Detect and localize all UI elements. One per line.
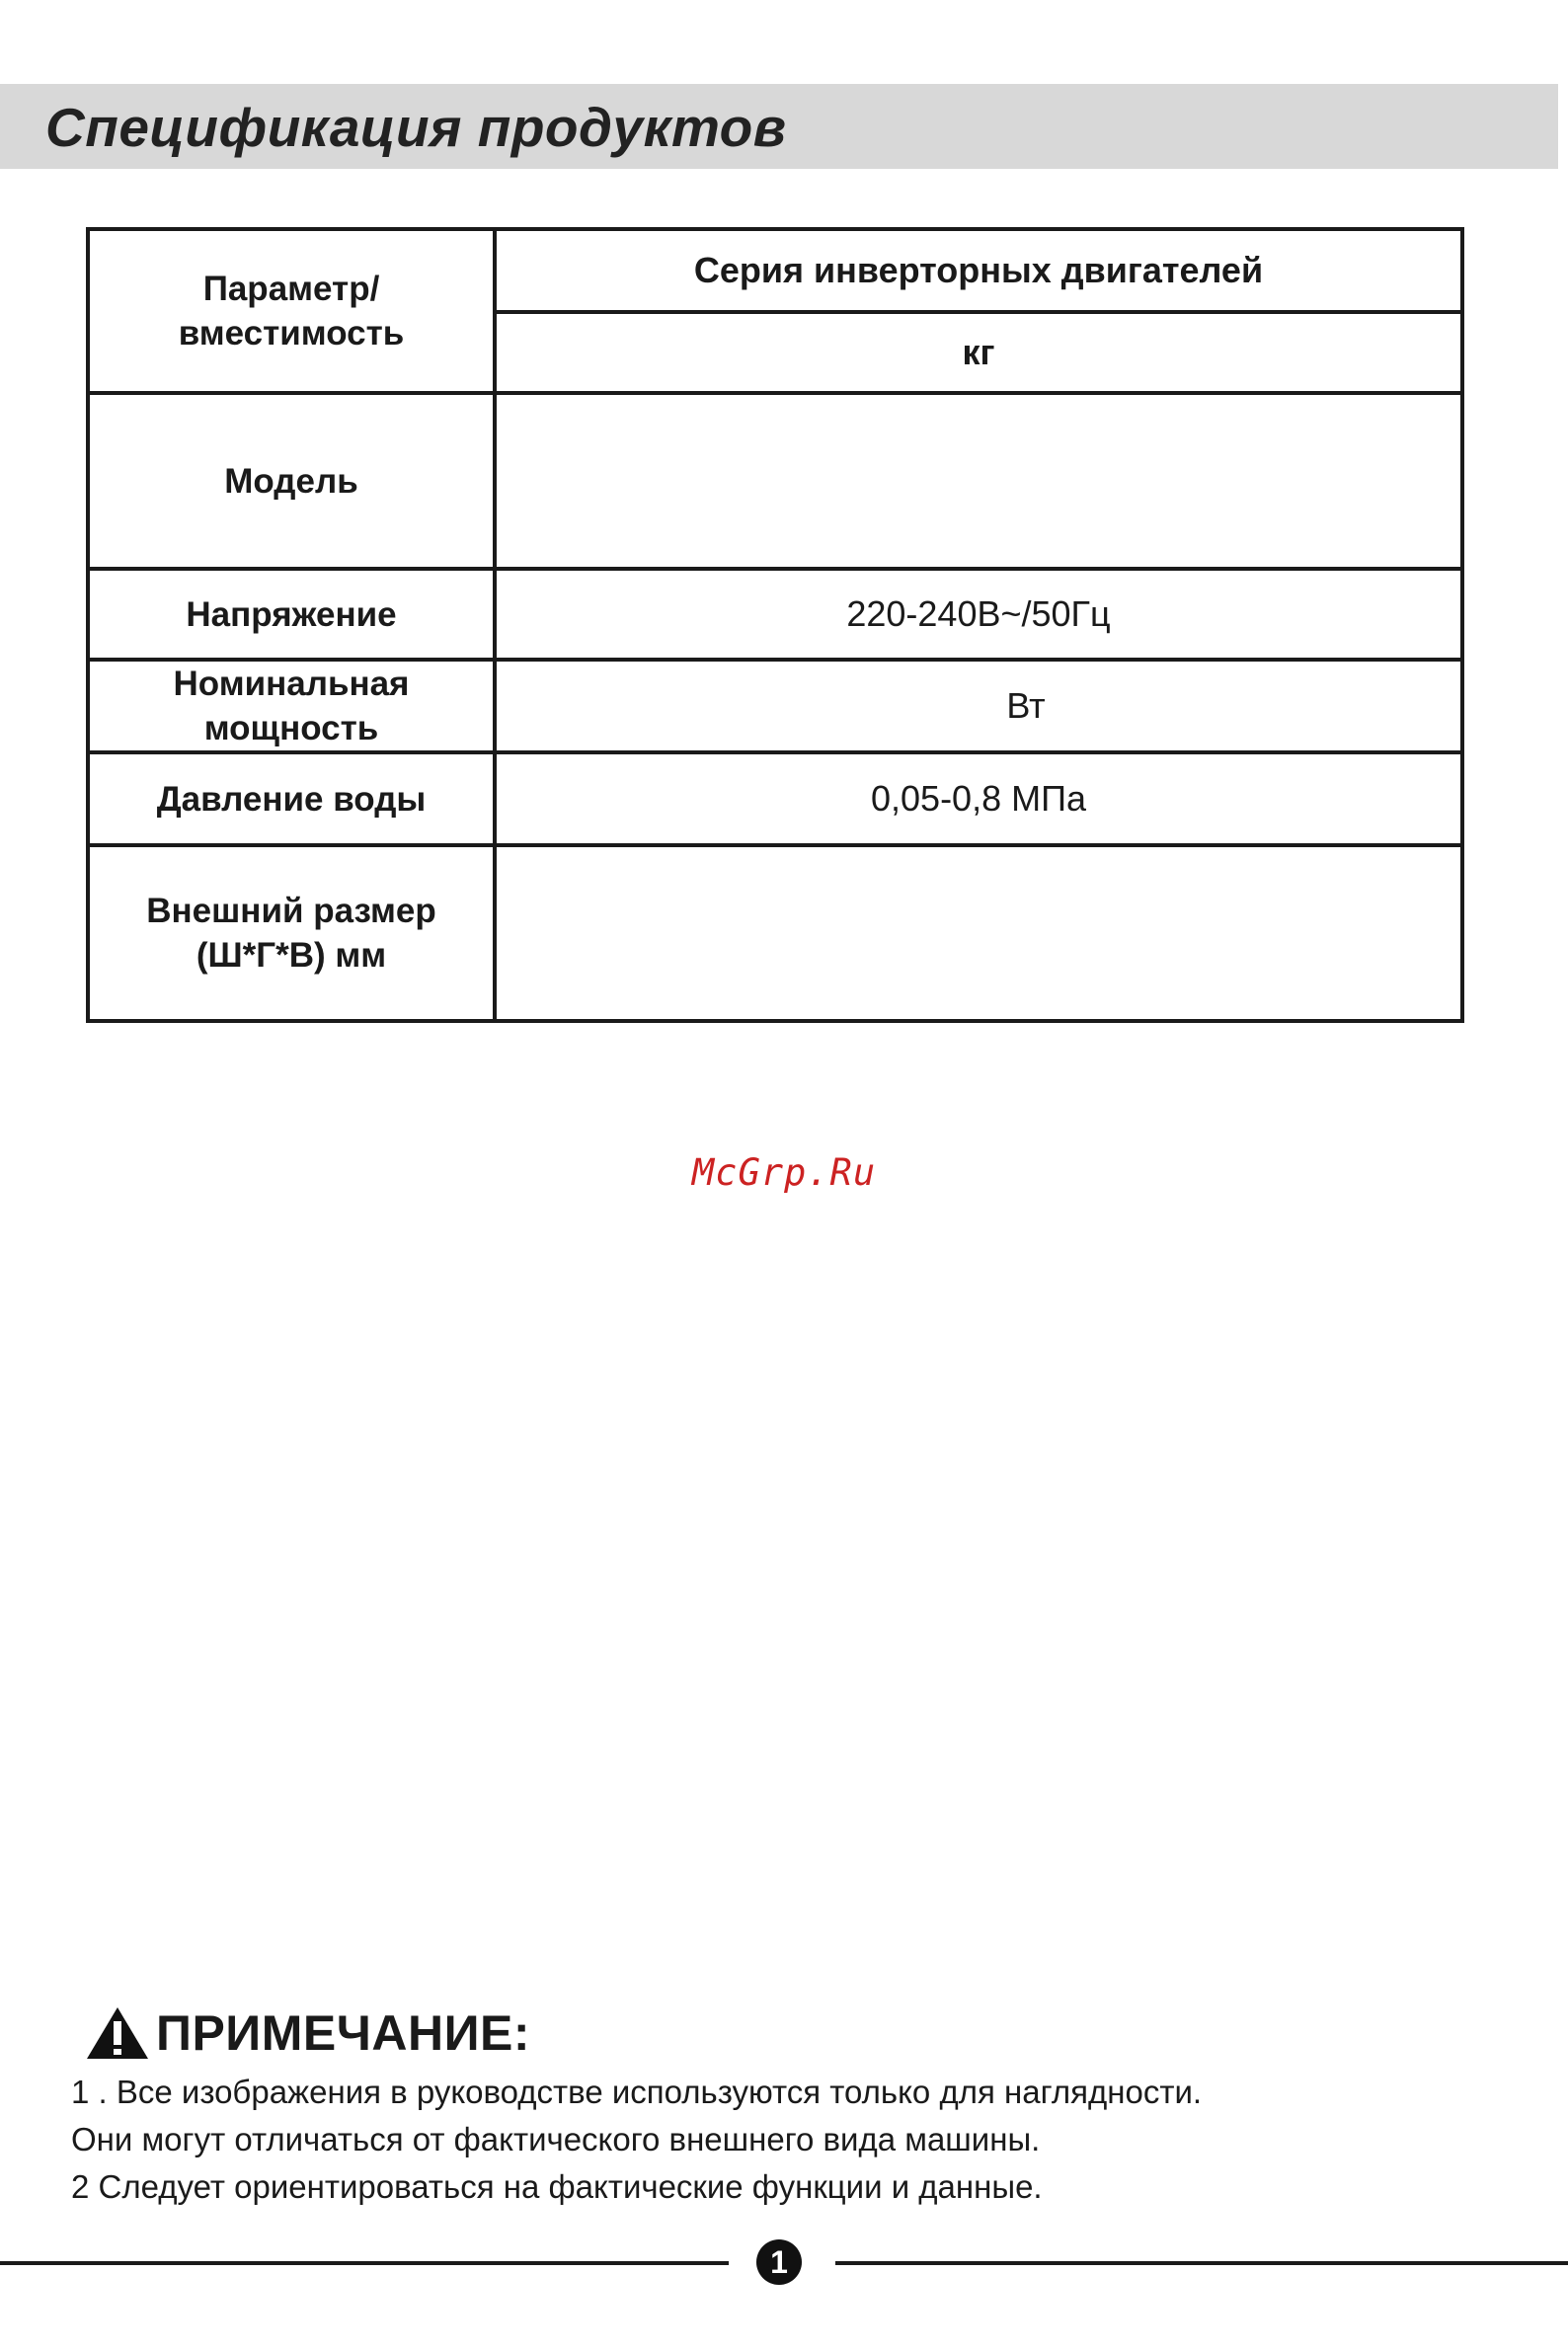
row-value bbox=[495, 660, 1462, 752]
row-value bbox=[495, 393, 1462, 569]
note-line: Они могут отличаться от фактического внешнего вида машины. bbox=[71, 2121, 1041, 2157]
watermark: McGrp.Ru bbox=[691, 1151, 877, 1194]
table-row bbox=[88, 845, 1462, 1021]
header-series-cell: Серия инверторных двигателей bbox=[495, 229, 1462, 312]
row-value: 220-240В~/50Гц bbox=[495, 569, 1462, 660]
header-unit-cell: кг bbox=[495, 312, 1462, 393]
row-label: Напряжение bbox=[88, 569, 495, 660]
note-line: 1 . Все изображения в руководстве используются только для наглядности. bbox=[71, 2074, 1203, 2110]
footer-divider-right bbox=[835, 2261, 1568, 2265]
row-label bbox=[88, 660, 495, 752]
note-header bbox=[85, 2004, 530, 2062]
table-row bbox=[88, 569, 1462, 660]
note-title: ПРИМЕЧАНИЕ: bbox=[156, 2005, 531, 2061]
header-param-cell bbox=[88, 229, 495, 393]
note-line: 2 Следует ориентироваться на фактические функции и данные. bbox=[71, 2168, 1043, 2205]
row-label: Давление воды bbox=[88, 752, 495, 845]
note-body bbox=[71, 2069, 1202, 2211]
spec-table bbox=[86, 227, 1464, 1023]
page-title: Спецификация продуктов bbox=[45, 97, 787, 158]
warning-triangle-icon bbox=[85, 2005, 150, 2061]
row-label-text: Внешний размер (Ш*Г*В) мм bbox=[146, 892, 436, 975]
table-header-row bbox=[88, 229, 1462, 312]
table-row bbox=[88, 660, 1462, 752]
row-value-text: Вт bbox=[1006, 685, 1046, 726]
row-value: 0,05-0,8 МПа bbox=[495, 752, 1462, 845]
table-row bbox=[88, 752, 1462, 845]
row-label-text: Номинальная мощность bbox=[173, 665, 410, 747]
row-value bbox=[495, 845, 1462, 1021]
page-number-badge: 1 bbox=[756, 2239, 802, 2285]
footer-divider-left bbox=[0, 2261, 729, 2265]
row-label bbox=[88, 845, 495, 1021]
header-param-label: Параметр/ вместимость bbox=[178, 270, 405, 353]
row-label: Модель bbox=[88, 393, 495, 569]
table-row bbox=[88, 393, 1462, 569]
